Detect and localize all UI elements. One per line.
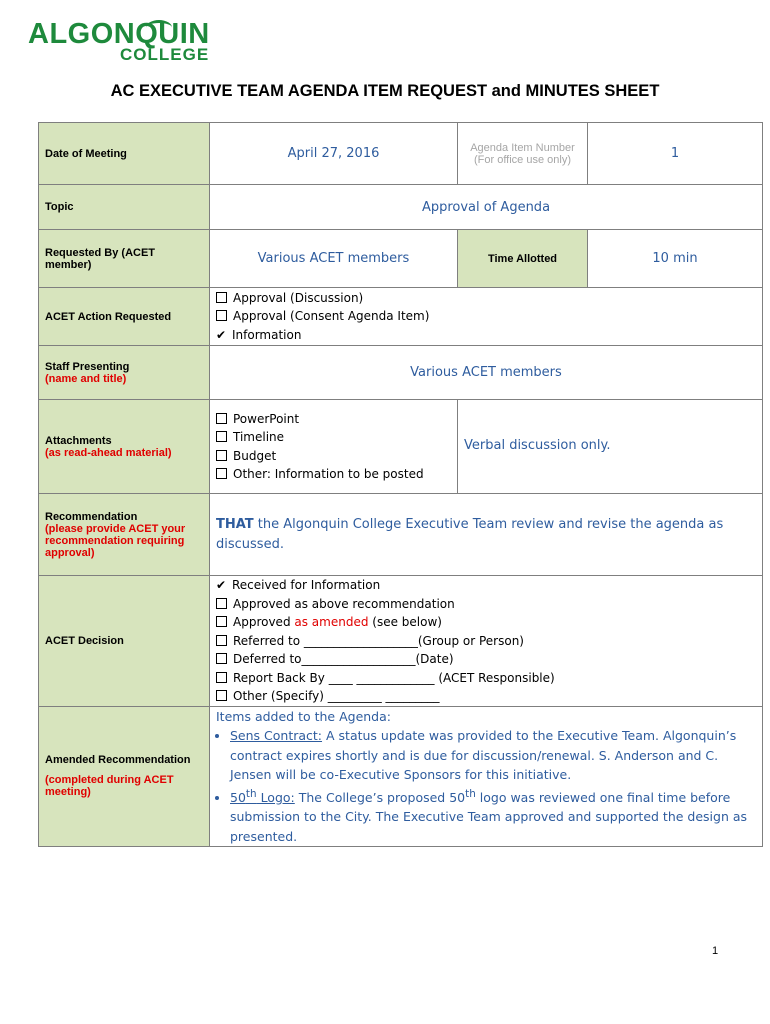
date-row — [39, 123, 763, 185]
action-option[interactable]: ✔ Information — [216, 326, 756, 345]
office-label-1: Agenda Item Number — [470, 141, 575, 154]
decision-option[interactable]: ✔ Received for Information — [216, 576, 756, 595]
decision-option[interactable]: Deferred to___________________(Date) — [216, 650, 756, 669]
date-label: Date of Meeting — [39, 123, 210, 185]
attachment-option[interactable]: PowerPoint — [216, 410, 451, 429]
decision-option[interactable]: Other (Specify) _________ _________ — [216, 687, 756, 706]
algonquin-college-logo — [28, 18, 218, 66]
attachment-option[interactable]: Other: Information to be posted — [216, 465, 451, 484]
page-number: 1 — [712, 945, 719, 957]
attachments-row — [39, 400, 763, 494]
attachments-note: Verbal discussion only. — [458, 400, 763, 494]
checkbox-empty[interactable] — [216, 292, 227, 303]
staff-row — [39, 346, 763, 400]
list-item: • 50th Logo: The College’s proposed 50th logo was reviewed one final time before submission to the City. The Executive Team approved and supported the design as presented. — [230, 785, 756, 847]
attachment-option[interactable]: Budget — [216, 447, 451, 466]
topic-row — [39, 185, 763, 230]
checkbox-empty[interactable] — [216, 635, 227, 646]
checkmark-icon[interactable]: ✔ — [216, 578, 227, 592]
checkbox-empty[interactable] — [216, 413, 227, 424]
action-options — [210, 288, 763, 346]
topic-label: Topic — [39, 185, 210, 230]
staff-presenting-label: Staff Presenting (name and title) — [39, 346, 210, 400]
decision-option[interactable]: Approved as amended (see below) — [216, 613, 756, 632]
staff-presenting-value: Various ACET members — [210, 346, 763, 400]
topic-value: Approval of Agenda — [210, 185, 763, 230]
amended-recommendation-label: Amended Recommendation (completed during ACET meeting) — [39, 706, 210, 847]
agenda-item-number: 1 — [588, 123, 763, 185]
checkmark-icon[interactable]: ✔ — [216, 327, 227, 342]
time-allotted-value: 10 min — [588, 230, 763, 288]
checkbox-empty[interactable] — [216, 672, 227, 683]
decision-option[interactable]: Approved as above recommendation — [216, 595, 756, 614]
office-label-2: (For office use only) — [473, 153, 571, 166]
action-requested-label: ACET Action Requested — [39, 288, 210, 346]
list-item: • Sens Contract: A status update was provided to the Executive Team. Algonquin’s contract expires shortly and is due for discussion/renewal. S. Anderson and C. Jensen will be co-Executive Sponsors for this initiative. — [230, 726, 756, 785]
requested-row — [39, 230, 763, 288]
recommendation-label: Recommendation (please provide ACET your recommendation requiring approval) — [39, 494, 210, 576]
checkbox-empty[interactable] — [216, 431, 227, 442]
action-row — [39, 288, 763, 346]
agenda-item-number-label — [458, 123, 588, 185]
amended-row — [39, 706, 763, 847]
acet-decision-label: ACET Decision — [39, 576, 210, 707]
page-title: AC EXECUTIVE TEAM AGENDA ITEM REQUEST and MINUTES SHEET — [110, 82, 660, 100]
checkbox-empty[interactable] — [216, 468, 227, 479]
agenda-form-table — [38, 122, 763, 847]
checkbox-empty[interactable] — [216, 598, 227, 609]
attachment-option[interactable]: Timeline — [216, 428, 451, 447]
amended-recommendation-text — [210, 706, 763, 847]
action-option[interactable]: Approval (Discussion) — [216, 289, 756, 308]
time-allotted-label: Time Allotted — [458, 230, 588, 288]
attachments-label: Attachments (as read-ahead material) — [39, 400, 210, 494]
logo-line2: COLLEGE — [120, 45, 210, 64]
logo-line1: ALGONQUIN — [28, 18, 210, 50]
action-option[interactable]: Approval (Consent Agenda Item) — [216, 307, 756, 326]
checkbox-empty[interactable] — [216, 450, 227, 461]
recommendation-text: THAT the Algonquin College Executive Team review and revise the agenda as discussed. — [210, 494, 763, 576]
date-value: April 27, 2016 — [210, 123, 458, 185]
checkbox-empty[interactable] — [216, 616, 227, 627]
requested-by-label: Requested By (ACET member) — [39, 230, 210, 288]
checkbox-empty[interactable] — [216, 653, 227, 664]
checkbox-empty[interactable] — [216, 310, 227, 321]
attachment-options — [210, 400, 458, 494]
amended-heading: Items added to the Agenda: — [216, 708, 391, 724]
amended-items — [216, 726, 756, 846]
decision-options — [210, 576, 763, 707]
decision-option[interactable]: Referred to ___________________(Group or Person) — [216, 632, 756, 651]
decision-row — [39, 576, 763, 707]
checkbox-empty[interactable] — [216, 690, 227, 701]
requested-by-value: Various ACET members — [210, 230, 458, 288]
recommendation-row — [39, 494, 763, 576]
decision-option[interactable]: Report Back By ____ _____________ (ACET Responsible) — [216, 669, 756, 688]
